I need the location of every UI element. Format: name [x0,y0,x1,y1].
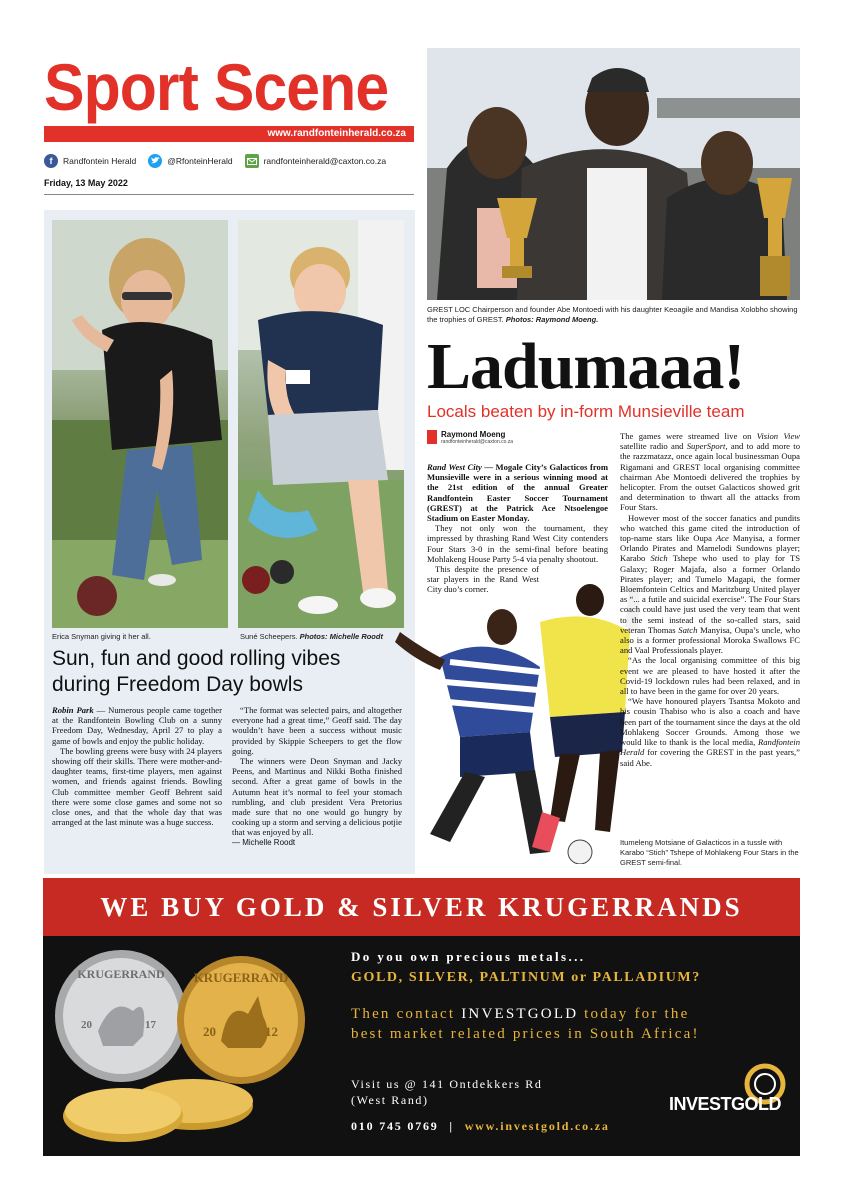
photo-credit: Photos: Raymond Moeng. [505,315,599,324]
twitter-icon [148,154,162,168]
reporter-name: Raymond Moeng [441,430,506,439]
mail-icon [245,154,259,168]
investgold-advert[interactable] [43,878,800,1156]
grest-column-1: Rand West City — Mogale City’s Galacticos from Munsieville were in a serious winning mood at the 21st edition of the annual Greater Randfontein Easter Soccer Tournament (GREST) at the Patrick Ace Ntsoelengoe Stadium on Easter Monday. They not only won the tournament, they impressed by thrashing Rand West City contenders Four Stars 3-0 in the semi-final before beating Mohlakeng House Party 5-4 via penalty shootout. This despite the presence of star players in the Rand West City duo’s corner. [427,462,608,595]
issue-date: Friday, 13 May 2022 [44,178,414,195]
advert-phone[interactable]: 010 745 0769 [351,1119,439,1133]
trophy-photo-illustration [427,48,800,300]
reporter-email: randfonteinherald@caxton.co.za [441,439,514,445]
caption-grest: GREST LOC Chairperson and founder Abe Montoedi with his daughter Keoagile and Mandisa Xolobho showing the trophies of GREST. Photos: Raymond Moeng. [427,305,798,324]
email-group[interactable] [245,154,387,168]
advert-area: (West Rand) [351,1093,429,1107]
caption-sune: Suné Scheepers. Photos: Michelle Roodt [240,632,383,641]
twitter-handle: @RfonteinHerald [167,156,233,166]
bowls-column-1: Robin Park — Numerous people came together at the Randfontein Bowling Club on a sunny Freedom Day, Wednesday, April 27 to play a game of bowls and enjoy the public holiday. The bowling greens were busy with 24 players showing off their skills. There were mother-and-daughter teams, first-time players, men against women, and friends against friends. Bowling Club committee member Geoff Behrent said there were some close games and some not so close ones, and that the whole day that was arranged at the last minute was a huge success. [52,705,222,828]
advert-website[interactable]: www.investgold.co.za [464,1119,610,1133]
facebook-handle: Randfontein Herald [63,156,137,166]
advert-question: Do you own precious metals... [351,949,586,964]
grest-column-2: The games were streamed live on Vision View satellite radio and SuperSport, and to add more to the razzmatazz, once again local businessman Oupa Rigamani and GREST local organising committee chairman Abe Montoedi delivered the trophies by helicopter. From the outset Galacticos showed grit and determination to thwart all the attacks from Four Stars. However most of the soccer fanatics and pundits who watched this game cited the introduction of top-name stars like Oupa Ace Manyisa, a former Orlando Pirates and Mamelodi Sundowns player; Karabo Stich Tshepe who used to play for TS Galaxy; Roger Majafa, also a former Orlando Pirates player; and Tumelo Magapi, the former Bloemfontein Celtics and Maritzburg United player as “... a futile and suicidal exercise”. The Four Stars coach could have just used the very team that went to the semi instead of the so-called stars, said veteran Thomas Satch Manyisa, Oupa’s uncle, who also is a former professional Moroka Swallows FC and Vaal Professionals player. “As the local organising committee of this big event we are pleased to have hosted it after the Covid-19 lockdown rules had been relaxed, and in all to have been in the game for over 20 years. “We have honoured players Tsantsa Mokoto and his cousin Thabiso who is also a coach and have been part of the tournament since the days at the old Mohlakeng Soccer Grounds. Among those we would like to thank is the local media, Randfontein Herald for covering the GREST in the past years,” said Abe. [620,431,800,768]
advert-title: WE BUY GOLD & SILVER KRUGERRANDS [100,892,743,922]
main-headline: Ladumaaa! [427,330,745,403]
advert-metals: GOLD, SILVER, PALTINUM or PALLADIUM? [351,970,701,985]
photo-erica-snyman [52,220,228,628]
investgold-logo: INVESTGOLD [669,1094,782,1114]
caption-soccer: Itumeleng Motsiane of Galacticos in a tussle with Karabo “Stich” Tshepe of Mohlakeng Four Stars in the GREST semi-final. [620,838,799,867]
facebook-group[interactable] [44,154,136,168]
soccer-illustration [390,572,640,864]
photo-credit: Photos: Michelle Roodt [299,632,383,641]
dateline: Robin Park [52,705,94,715]
photo-sune-scheepers [238,220,404,628]
website-bar [44,126,414,142]
social-bar [44,152,414,170]
svg-text:12: 12 [265,1024,278,1039]
gold-coin-text: KRUGERRAND [193,970,289,985]
bowls-column-2: “The format was selected pairs, and altogether everyone had a great time,” Geoff said. The day wouldn’t have been a success without music provided by Skippie Scheepers to get the flow going. The winners were Deon Snyman and Jacky Peens, and Martinus and Nikki Botha finished second. After a great game of bowls in the Autumn heat it’s normal to feel your stomach rumbling, and club president Vera Pretorius made sure that no one would go hungry by cooking up a storm and serving a delicious potjie that was enjoyed by all. — Michelle Roodt [232,705,402,847]
bowler-illustration [52,220,228,628]
twitter-group[interactable] [148,154,232,168]
dateline: Rand West City [427,462,482,472]
bowls-headline: Sun, fun and good rolling vibes during Freedom Day bowls [52,647,341,696]
masthead [44,48,414,139]
bowler-illustration-2 [238,220,404,628]
svg-text:20: 20 [203,1024,216,1039]
advert-address: Visit us @ 141 Ontdekkers Rd [351,1077,543,1091]
subheadline: Locals beaten by in-form Munsieville team [427,402,745,421]
svg-text:20: 20 [81,1019,92,1031]
reporter-byline [427,430,513,445]
photo-grest-trophies [427,48,800,300]
photo-soccer-players [390,572,640,864]
advert-contact-line-1: Then contact INVESTGOLD today for the [351,1006,690,1022]
website-link[interactable]: www.randfonteinherald.co.za [267,128,406,139]
section-title: Sport Scene [44,50,389,124]
krugerrand-coins-image [43,936,343,1156]
byline: — Michelle Roodt [232,837,296,847]
advert-phone-line: 010 745 0769 | www.investgold.co.za [351,1119,610,1133]
reporter-marker [427,430,437,444]
svg-text:17: 17 [145,1019,156,1031]
caption-erica: Erica Snyman giving it her all. [52,632,151,641]
silver-coin-text: KRUGERRAND [77,967,165,981]
email-address: randfonteinherald@caxton.co.za [263,156,387,166]
facebook-icon: f [44,154,58,168]
advert-contact-line-2: best market related prices in South Africa! [351,1026,700,1042]
